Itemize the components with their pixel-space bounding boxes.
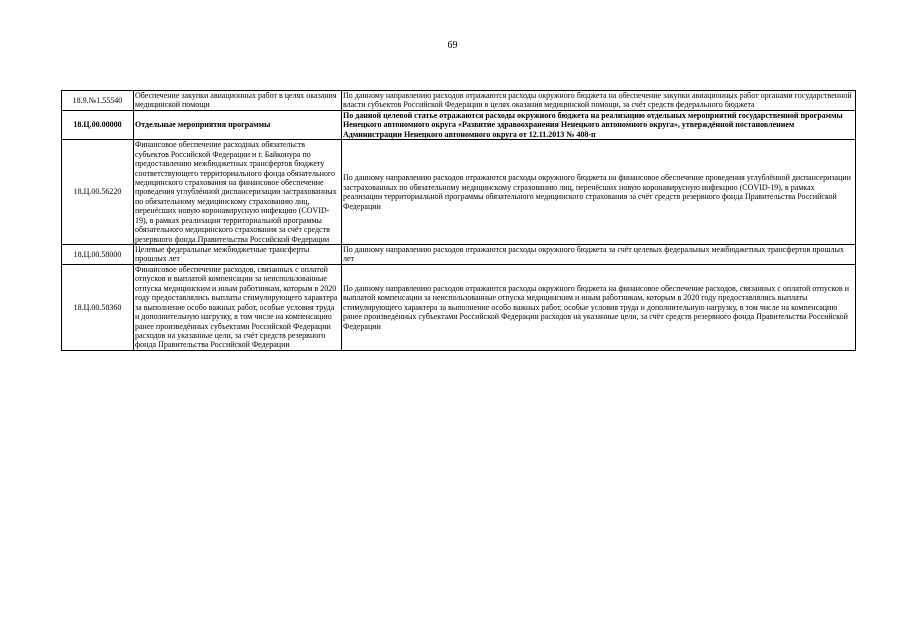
table-row — [62, 264, 856, 350]
expense-description: По данной целевой статье отражаются расходы окружного бюджета на реализацию отдельных мероприятий государственной программы Ненецкого автономного округа «Развитие здравоохранения Ненецкого автономного округа», утверждённой постановлением Администрации Ненецкого автономного округа от 12.11.2013 № 408-п — [342, 110, 856, 139]
page-number: 69 — [447, 40, 458, 51]
expense-description: По данному направлению расходов отражаются расходы окружного бюджета на финансовое обеспечение расходов, связанных с оплатой отпусков и выплатой компенсации за неиспользованные отпуска медицинским и иным работникам, которым в 2020 году предоставлялись выплаты стимулирующего характера за выполнение особо важных работ, особые условия труда и дополнительную нагрузку, в том числе на компенсацию ранее произведённых субъектами Российской Федерации расходов на указанные цели, за счёт средств резервного фонда Правительства Российской Федерации — [342, 264, 856, 350]
table-row — [62, 91, 856, 111]
target-code: 18.9.№1.55540 — [62, 91, 134, 111]
expense-description: По данному направлению расходов отражаются расходы окружного бюджета на обеспечение закупки авиационных работ органами государственной власти субъектов Российской Федерации в целях оказания медицинской помощи, за счёт средств федерального бюджета — [342, 91, 856, 111]
table-row — [62, 110, 856, 139]
expense-name: Финансовое обеспечение расходов, связанных с оплатой отпусков и выплатой компенсации за неиспользованные отпуска медицинским и иным работникам, которым в 2020 году предоставлялись выплаты стимулирующего характера за выполнение особо важных работ, особые условия труда и дополнительную нагрузку, в том числе на компенсацию ранее произведённых субъектами Российской Федерации расходов на указанные цели, за счёт средств резервного фонда Правительства Российской Федерации — [134, 264, 342, 350]
target-code: 18.Ц.00.58000 — [62, 245, 134, 265]
budget-classification-table — [61, 90, 856, 351]
expense-name: Целевые федеральные межбюджетные трансферты прошлых лет — [134, 245, 342, 265]
target-code: 18.Ц.00.58360 — [62, 264, 134, 350]
target-code: 18.Ц.00.00000 — [62, 110, 134, 139]
expense-description: По данному направлению расходов отражаются расходы окружного бюджета на финансовое обеспечение проведения углублённой диспансеризации застрахованных по обязательному медицинскому страхованию лиц, перенёсших новую коронавирусную инфекцию (COVID-19), в рамках реализации территориальной программы обязательного медицинского страхования за счёт средств резервного фонда Правительства Российской Федерации — [342, 140, 856, 245]
table-row — [62, 245, 856, 265]
table-row — [62, 140, 856, 245]
target-code: 18.Ц.00.56220 — [62, 140, 134, 245]
expense-name: Отдельные мероприятия программы — [134, 110, 342, 139]
expense-description: По данному направлению расходов отражаются расходы окружного бюджета за счёт целевых федеральных межбюджетных трансфертов прошлых лет — [342, 245, 856, 265]
expense-name: Обеспечение закупки авиационных работ в целях оказания медицинской помощи — [134, 91, 342, 111]
expense-name: Финансовое обеспечение расходных обязательств субъектов Российской Федерации и г. Байконура по предоставлению межбюджетных трансфертов бюджету соответствующего территориального фонда обязательного медицинского страхования на финансовое обеспечение проведения углублённой диспансеризации застрахованных по обязательному медицинскому страхованию лиц, перенёсших новую коронавирусную инфекцию (COVID-19), в рамках реализации территориальной программы обязательного медицинского страхования за счёт средств резервного фонда Правительства Российской Федерации — [134, 140, 342, 245]
